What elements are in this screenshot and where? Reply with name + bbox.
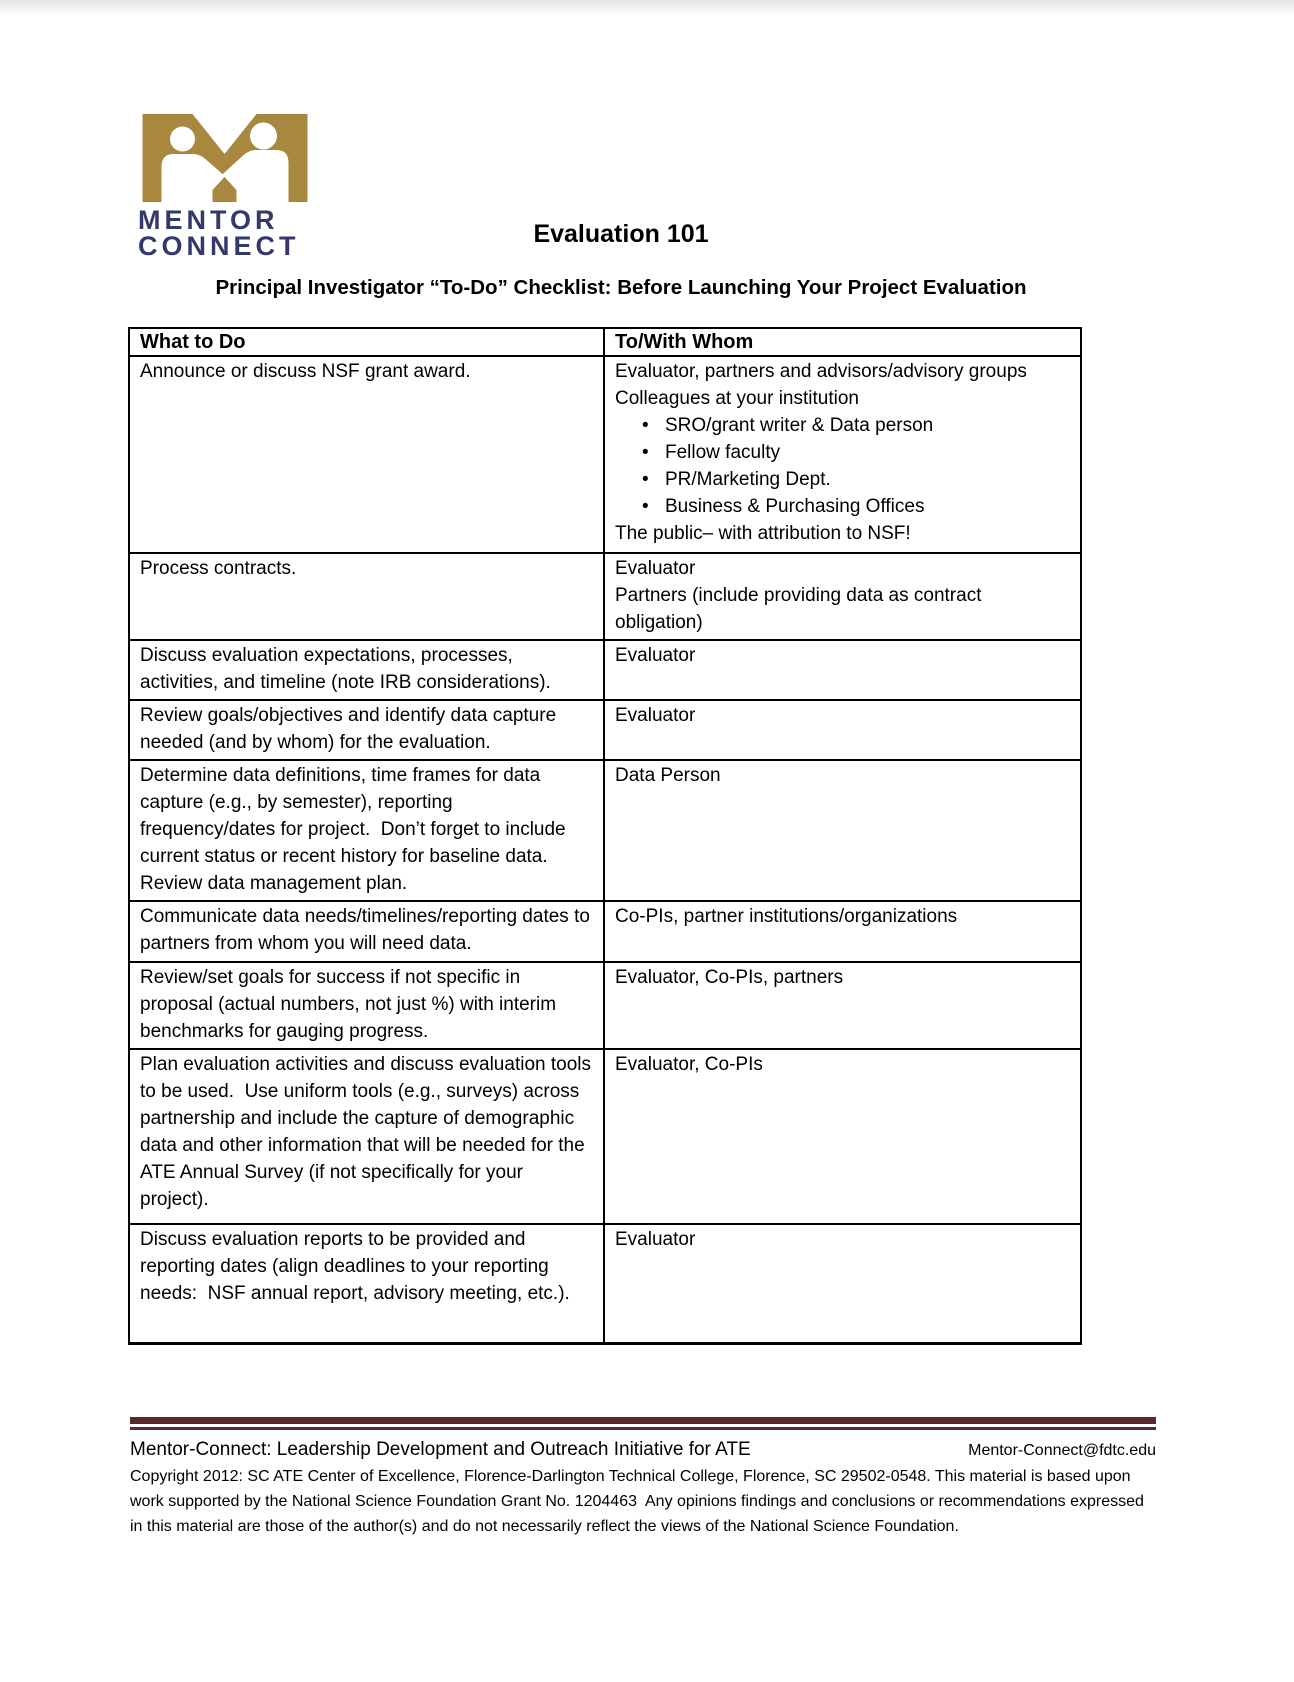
footer-divider-thin xyxy=(130,1427,1156,1430)
whom-cell xyxy=(605,641,1080,699)
cell-text: Determine data definitions, time frames for data capture (e.g., by semester), reporting frequency/dates for project. Don’t forget to include current status or recent history for baseline data. Review data management plan. xyxy=(140,765,571,894)
cell-text: The public– with attribution to NSF! xyxy=(615,523,911,544)
table-row xyxy=(130,357,1080,554)
cell-text: Evaluator, Co-PIs, partners xyxy=(615,967,844,988)
column-header-to-with-whom: To/With Whom xyxy=(615,331,754,353)
what-cell xyxy=(130,963,605,1048)
table-row xyxy=(130,1050,1080,1225)
what-cell xyxy=(130,641,605,699)
table-row xyxy=(130,641,1080,701)
bullet-item: • Business & Purchasing Offices xyxy=(615,493,1070,520)
cell-text: Announce or discuss NSF grant award. xyxy=(140,361,471,382)
column-header-what-to-do: What to Do xyxy=(130,329,605,355)
whom-cell xyxy=(605,963,1080,1048)
footer-email-text: Mentor-Connect@fdtc.edu xyxy=(968,1442,1156,1459)
what-cell xyxy=(130,761,605,900)
table-row xyxy=(130,701,1080,761)
whom-cell xyxy=(605,761,1080,900)
logo-word-mentor: MENTOR xyxy=(138,205,279,235)
cell-text: Discuss evaluation reports to be provided and reporting dates (align deadlines to your reporting needs: NSF annual report, advisory meeting, etc.). xyxy=(140,1229,570,1304)
table-header-row xyxy=(130,329,1080,357)
logo-word-connect: CONNECT xyxy=(138,231,300,261)
cell-text: Evaluator xyxy=(615,705,696,726)
cell-text: Communicate data needs/timelines/reporting dates to partners from whom you will need data. xyxy=(140,906,596,954)
whom-cell xyxy=(605,554,1080,639)
whom-cell xyxy=(605,1050,1080,1223)
cell-text: Colleagues at your institution xyxy=(615,388,859,409)
cell-text: Review/set goals for success if not specific in proposal (actual numbers, not just %) with interim benchmarks for gauging progress. xyxy=(140,967,562,1042)
handshake-logo-icon xyxy=(142,114,308,202)
footer-org-text: Mentor-Connect: Leadership Development and Outreach Initiative for ATE xyxy=(130,1439,751,1460)
cell-text: Data Person xyxy=(615,765,721,786)
cell-text: Review goals/objectives and identify data capture needed (and by whom) for the evaluation. xyxy=(140,705,562,753)
page-title: Evaluation 101 xyxy=(533,220,709,248)
cell-text: Evaluator xyxy=(615,1229,696,1250)
bullet-item: • SRO/grant writer & Data person xyxy=(615,412,1070,439)
cell-text: Partners (include providing data as contract obligation) xyxy=(615,585,987,633)
cell-text: Evaluator, Co-PIs xyxy=(615,1054,763,1075)
checklist-table xyxy=(128,327,1082,1345)
table-row xyxy=(130,761,1080,902)
cell-text: Evaluator xyxy=(615,558,696,579)
what-cell xyxy=(130,1050,605,1223)
what-cell xyxy=(130,701,605,759)
whom-cell xyxy=(605,357,1080,552)
cell-text: Discuss evaluation expectations, processes, activities, and timeline (note IRB considerations). xyxy=(140,645,551,693)
cell-text: Co-PIs, partner institutions/organizations xyxy=(615,906,958,927)
table-row xyxy=(130,963,1080,1050)
cell-text: Evaluator, partners and advisors/advisory groups xyxy=(615,361,1027,382)
what-cell xyxy=(130,357,605,552)
footer-copyright-text: Copyright 2012: SC ATE Center of Excellence, Florence-Darlington Technical College, Florence, SC 29502-0548. This material is based upon work supported by the National Science Foundation Grant No. 1204463 Any opinions findings and conclusions or recommendations expressed in this material are those of the author(s) and do not necessarily reflect the views of the National Science Foundation. xyxy=(130,1468,1149,1535)
whom-cell xyxy=(605,701,1080,759)
cell-text: Process contracts. xyxy=(140,558,297,579)
table-row xyxy=(130,1225,1080,1342)
what-cell xyxy=(130,554,605,639)
bullet-item: • PR/Marketing Dept. xyxy=(615,466,1070,493)
cell-text: Plan evaluation activities and discuss evaluation tools to be used. Use uniform tools (e.g., surveys) across partnership and include the capture of demographic data and other information that will be needed for the ATE Annual Survey (if not specifically for your project). xyxy=(140,1054,597,1210)
whom-cell xyxy=(605,1225,1080,1342)
table-row xyxy=(130,902,1080,963)
footer-divider-thick xyxy=(130,1417,1156,1424)
page-subtitle: Principal Investigator “To-Do” Checklist: Before Launching Your Project Evaluation xyxy=(215,276,1027,299)
what-cell xyxy=(130,902,605,961)
table-row xyxy=(130,554,1080,641)
what-cell xyxy=(130,1225,605,1342)
whom-cell xyxy=(605,902,1080,961)
cell-text: Evaluator xyxy=(615,645,696,666)
page-footer xyxy=(130,1417,1156,1539)
bullet-item: • Fellow faculty xyxy=(615,439,1070,466)
